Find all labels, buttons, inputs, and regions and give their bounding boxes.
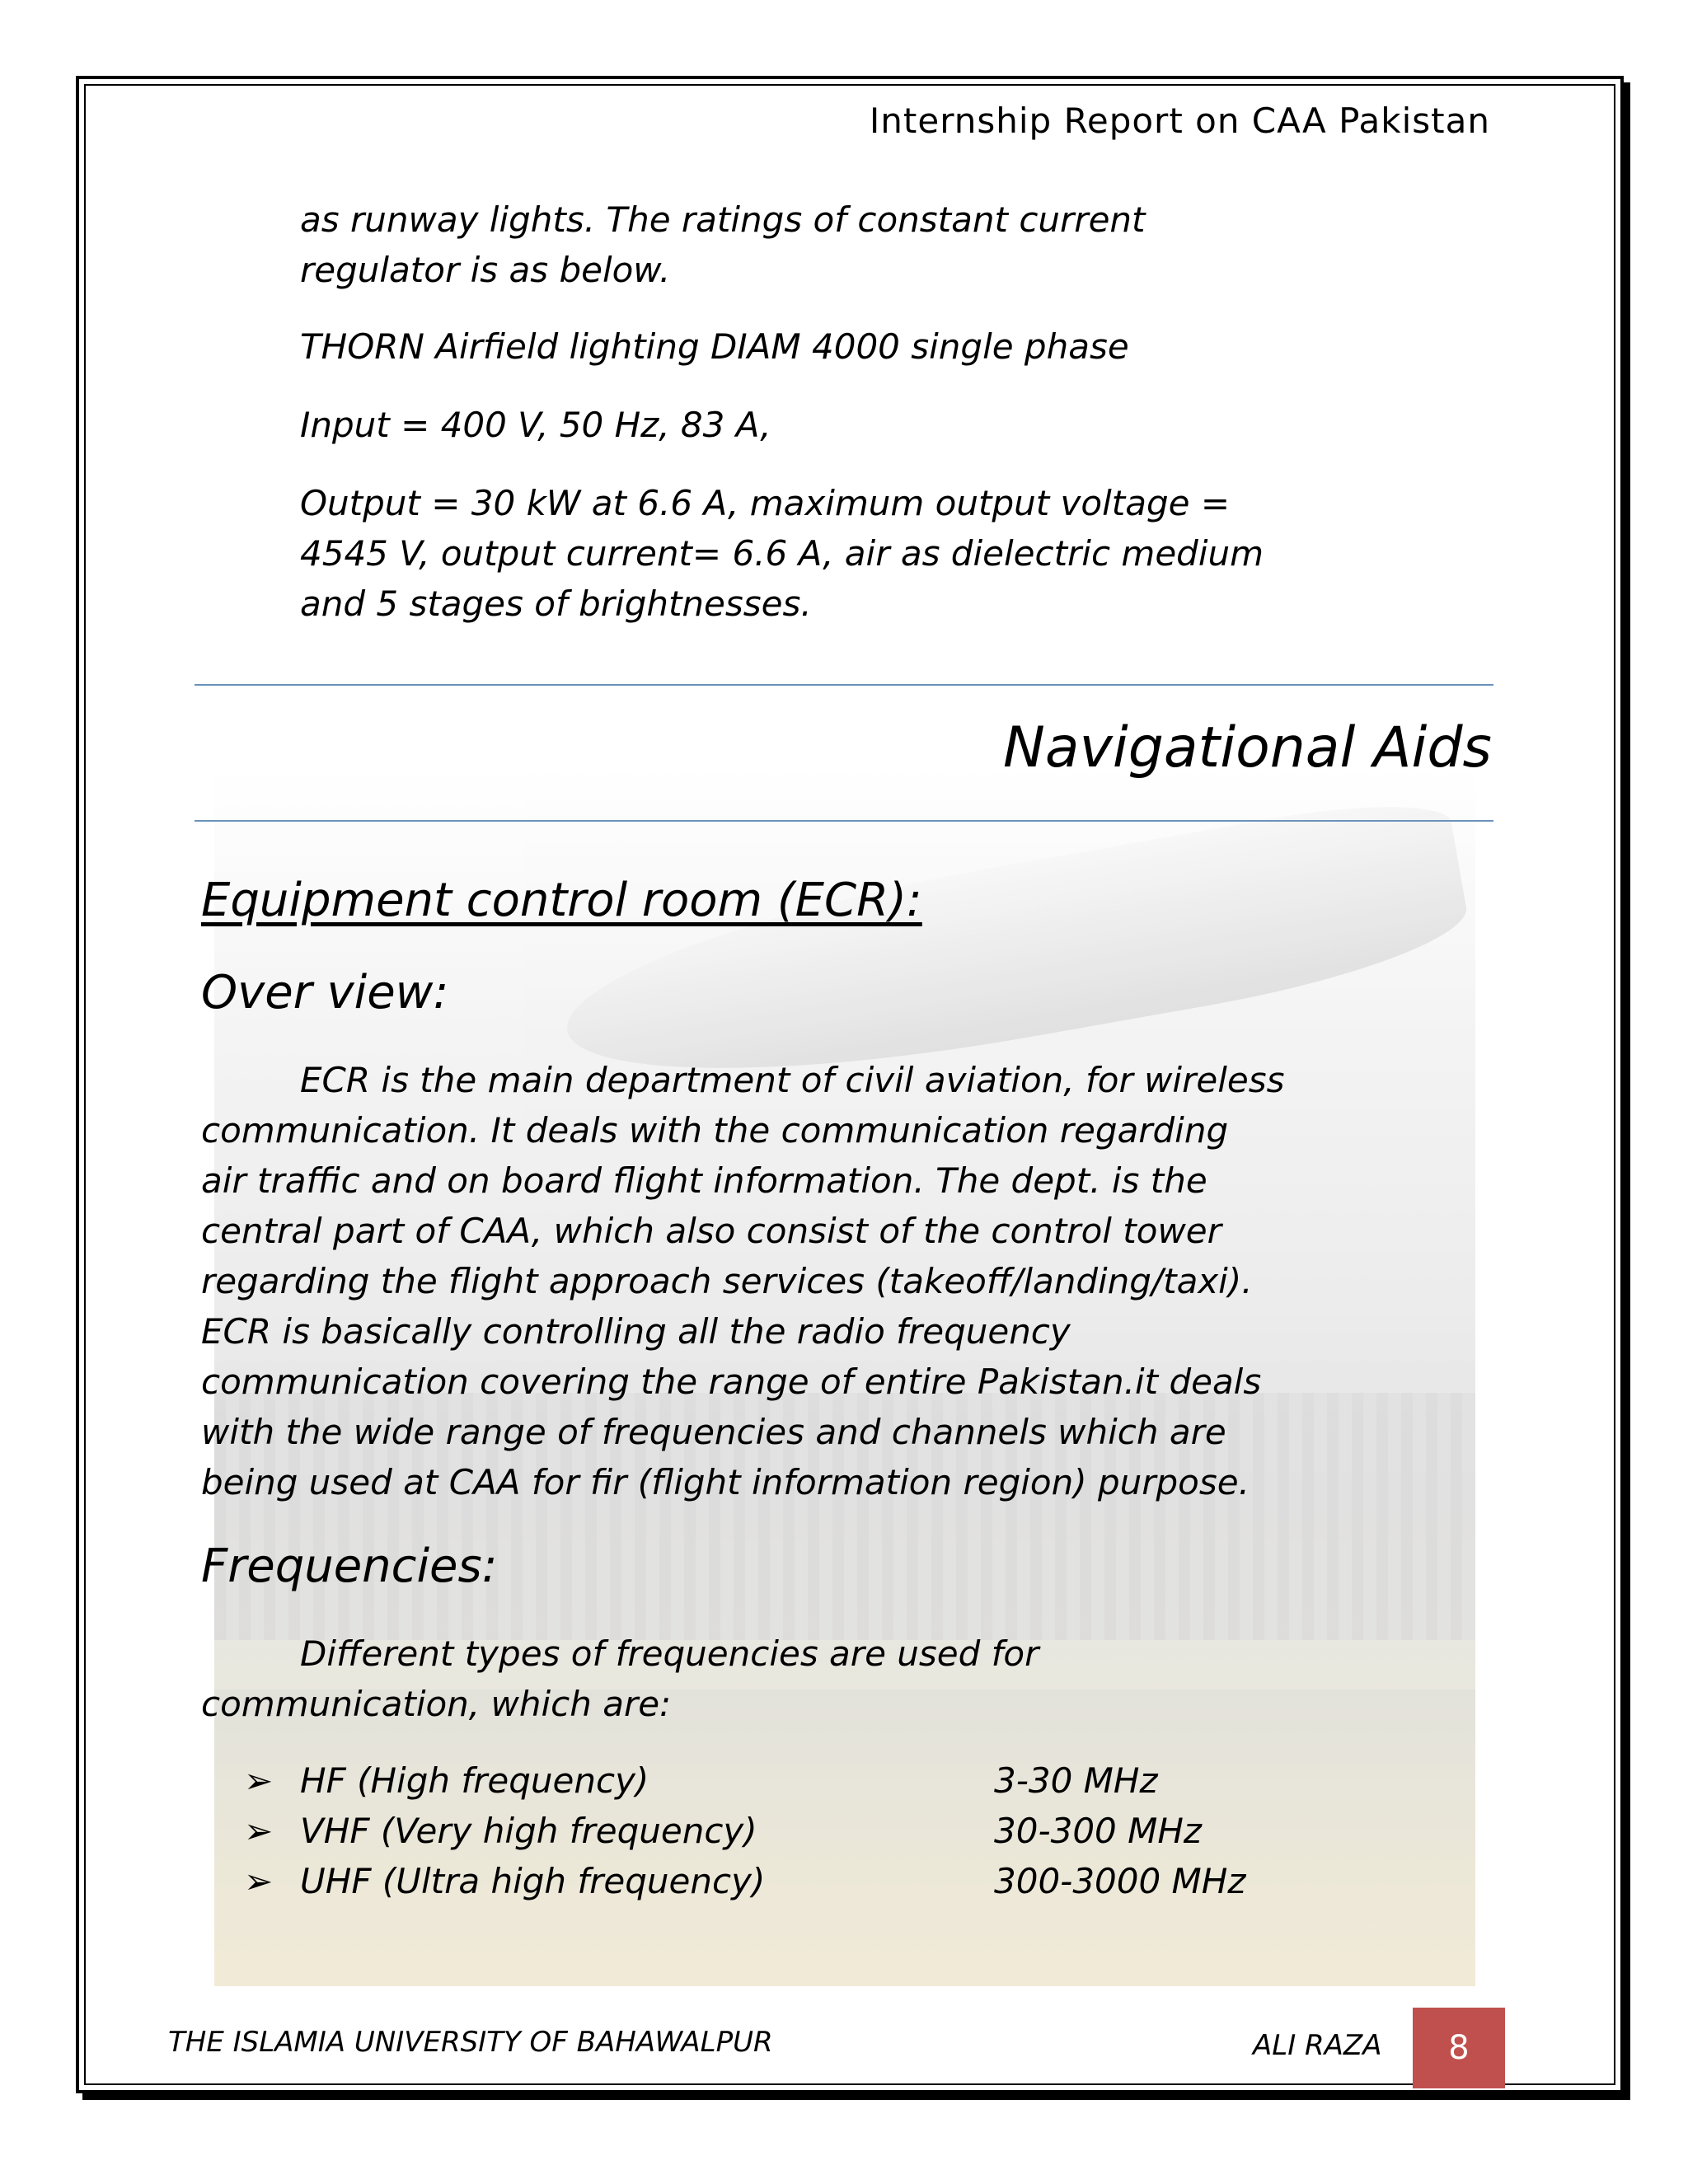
frequency-name: UHF (Ultra high frequency) [300,1861,766,1901]
overview-line-4: central part of CAA, which also consist of the control tower [201,1211,1221,1251]
section-title: Navigational Aids [1003,715,1492,780]
frequency-range: 300-3000 MHz [994,1861,1246,1901]
regulator-output-line-3: and 5 stages of brightnesses. [300,583,812,624]
frequency-range: 3-30 MHz [994,1760,1158,1801]
list-item [244,1806,1398,1856]
overview-line-3: air traffic and on board flight information. The dept. is the [201,1160,1207,1201]
frequencies-intro-line-1: Different types of frequencies are used for [300,1633,1039,1674]
overview-line-9: being used at CAA for fir (flight information region) purpose. [201,1462,1250,1502]
overview-line-1: ECR is the main department of civil aviation, for wireless [300,1060,1285,1100]
overview-line-2: communication. It deals with the communication regarding [201,1110,1229,1151]
arrow-bullet-icon: ➢ [244,1811,274,1851]
overview-heading: Over view: [201,966,449,1019]
footer-university: THE ISLAMIA UNIVERSITY OF BAHAWALPUR [168,2026,773,2059]
list-item [244,1755,1398,1806]
frequencies-intro-line-2: communication, which are: [201,1684,672,1724]
footer-author: ALI RAZA [1253,2029,1382,2062]
frequencies-heading: Frequencies: [201,1540,498,1593]
frequency-name: HF (High frequency) [300,1760,649,1801]
arrow-bullet-icon: ➢ [244,1760,274,1801]
intro-line-2: regulator is as below. [300,250,671,290]
ecr-heading: Equipment control room (ECR): [201,874,922,927]
regulator-output-line-1: Output = 30 kW at 6.6 A, maximum output voltage = [300,483,1231,523]
section-rule-bottom [195,820,1493,822]
page-number-badge: 8 [1413,2008,1505,2088]
section-rule-top [195,684,1493,686]
regulator-output-line-2: 4545 V, output current= 6.6 A, air as dielectric medium [300,533,1264,574]
list-item [244,1856,1398,1906]
overview-line-8: with the wide range of frequencies and channels which are [201,1412,1226,1452]
regulator-model: THORN Airfield lighting DIAM 4000 single phase [300,326,1129,367]
frequency-list [244,1755,1398,1906]
arrow-bullet-icon: ➢ [244,1861,274,1901]
overview-line-7: communication covering the range of entire Pakistan.it deals [201,1361,1262,1402]
overview-line-5: regarding the flight approach services (takeoff/landing/taxi). [201,1261,1253,1301]
overview-line-6: ECR is basically controlling all the radio frequency [201,1311,1071,1352]
page-header-title: Internship Report on CAA Pakistan [869,101,1490,141]
regulator-input: Input = 400 V, 50 Hz, 83 A, [300,405,771,445]
frequency-range: 30-300 MHz [994,1811,1202,1851]
frequency-name: VHF (Very high frequency) [300,1811,757,1851]
intro-line-1: as runway lights. The ratings of constant current [300,199,1146,240]
